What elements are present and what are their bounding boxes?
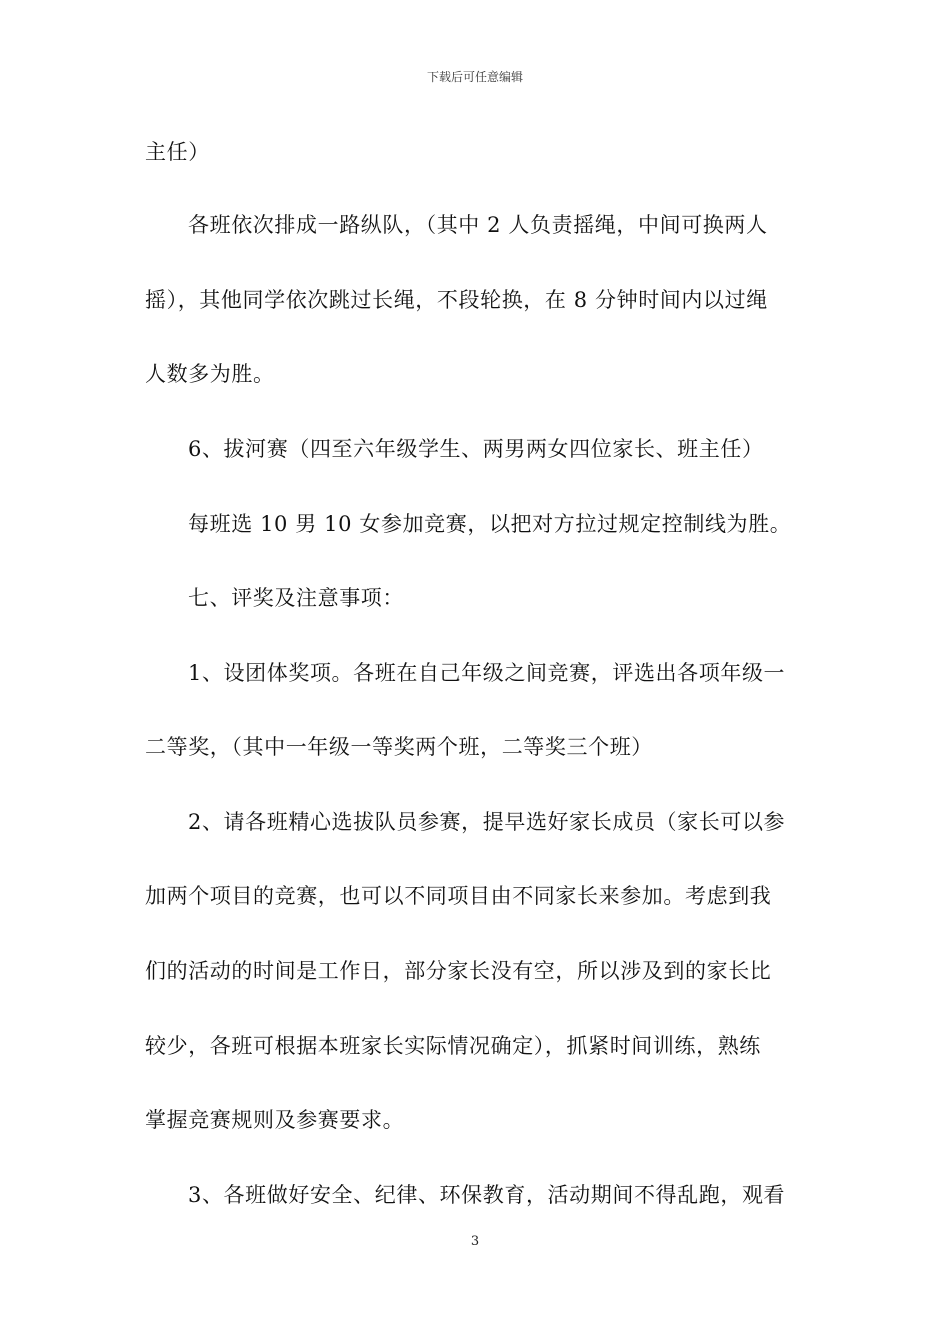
text-line: 人数多为胜。 <box>145 362 275 386</box>
text-line: 七、评奖及注意事项： <box>188 586 404 610</box>
text-line: 较少，各班可根据本班家长实际情况确定），抓紧时间训练，熟练 <box>145 1034 761 1058</box>
text-line: 掌握竞赛规则及参赛要求。 <box>145 1108 405 1132</box>
text-line: 2、请各班精心选拔队员参赛，提早选好家长成员（家长可以参 <box>188 810 786 834</box>
text-line: 6、拔河赛（四至六年级学生、两男两女四位家长、班主任） <box>188 437 764 461</box>
text-line: 二等奖，（其中一年级一等奖两个班，二等奖三个班） <box>145 735 653 759</box>
text-line: 主任） <box>145 140 210 164</box>
text-line: 加两个项目的竞赛，也可以不同项目由不同家长来参加。考虑到我 <box>145 884 772 908</box>
text-line: 摇），其他同学依次跳过长绳，不段轮换，在 8 分钟时间内以过绳 <box>145 288 768 312</box>
page-header: 下载后可任意编辑 <box>426 70 523 84</box>
page-number: 3 <box>470 1234 480 1249</box>
text-line: 3、各班做好安全、纪律、环保教育，活动期间不得乱跑，观看 <box>188 1183 786 1207</box>
text-line: 每班选 10 男 10 女参加竞赛，以把对方拉过规定控制线为胜。 <box>188 512 792 536</box>
text-line: 各班依次排成一路纵队，（其中 2 人负责摇绳，中间可换两人 <box>188 213 768 237</box>
text-line: 1、设团体奖项。各班在自己年级之间竞赛，评选出各项年级一 <box>188 661 786 685</box>
text-line: 们的活动的时间是工作日，部分家长没有空，所以涉及到的家长比 <box>145 959 772 983</box>
